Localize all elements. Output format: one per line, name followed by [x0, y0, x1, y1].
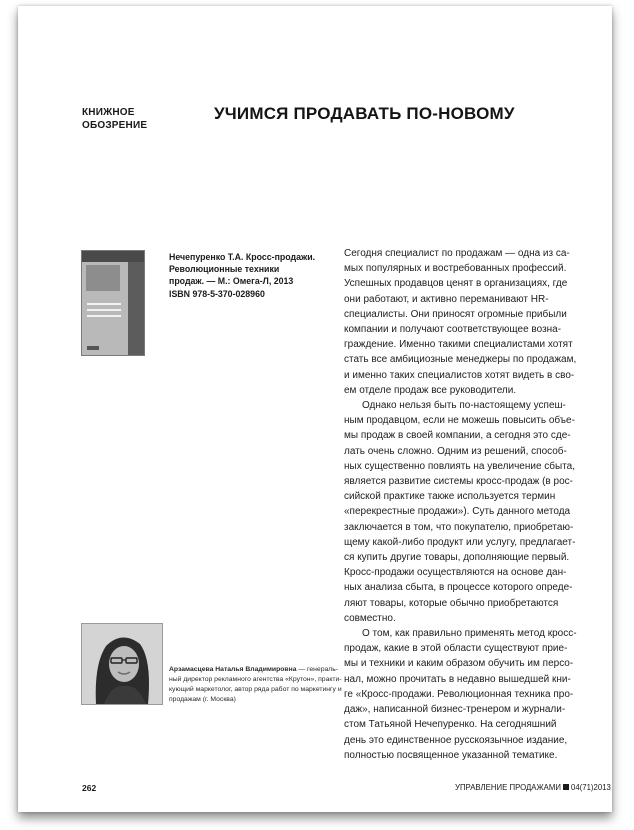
- article-line: нал, можно прочитать в недавно вышедшей кни-: [344, 673, 571, 685]
- article-line: мы продаж в своей компании, а сегодня это сде-: [344, 430, 571, 442]
- article-line: продаж, какие в этой области существуют прие-: [344, 643, 568, 655]
- article-body: [344, 246, 604, 763]
- article-line: ляют товары, которые обычно приобретаются: [344, 597, 559, 609]
- article-line: и именно таких специалистов хотят видеть в сво-: [344, 369, 575, 381]
- article-title: УЧИМСЯ ПРОДАВАТЬ ПО-НОВОМУ: [214, 104, 515, 123]
- bib-line: продаж. — М.: Омега-Л, 2013: [169, 276, 294, 287]
- article-line: является развитие системы кросс-продаж (в рос-: [344, 476, 573, 488]
- magazine-page: [18, 6, 612, 812]
- author-portrait-image: [81, 623, 163, 705]
- article-line: О том, как правильно применять метод кросс-: [362, 628, 577, 640]
- rubric-line-2: ОБОЗРЕНИЕ: [82, 120, 148, 131]
- article-line: «перекрестные продажи»). Суть данного метода: [344, 506, 571, 518]
- magazine-name: УПРАВЛЕНИЕ ПРОДАЖАМИ: [455, 783, 561, 792]
- article-line: стать все амбициозные менеджеры по продажам,: [344, 354, 577, 366]
- article-line: полностью посвященное указанной тематике.: [344, 749, 558, 761]
- author-bio: [169, 665, 352, 705]
- article-line: ных существенно повлиять на увеличение сбыта,: [344, 460, 576, 472]
- article-line: ся купить другие товары, дополняющие первый.: [344, 552, 570, 564]
- bio-line: кующий маркетолог, автор ряда работ по маркетингу и: [169, 686, 342, 693]
- article-line: мы и техники и каким образом обучить им персо-: [344, 658, 574, 670]
- section-rubric: [82, 106, 147, 132]
- article-line: Однако нельзя быть по-настоящему успеш-: [362, 400, 566, 412]
- article-line: специалисты. Они приносят огромные прибыли: [344, 308, 567, 320]
- bib-line: Нечепуренко Т.А. Кросс-продажи.: [169, 252, 316, 262]
- article-line: лать очень сложно. Одним из решений, способ-: [344, 445, 567, 457]
- article-line: сийской практике также используется термин: [344, 491, 556, 503]
- article-line: компании и получают соответствующее возна-: [344, 324, 562, 336]
- bio-line: продажам (г. Москва): [169, 696, 236, 703]
- article-line: ем отделе продаж все руководители.: [344, 384, 517, 396]
- bio-line: Арзамасцева Наталья Владимировна — генераль-: [169, 666, 339, 673]
- article-line: они работают, и активно переманивают HR-: [344, 293, 549, 305]
- issue-number: 04(71)2013: [570, 783, 611, 792]
- article-line: мых популярных и востребованных профессий.: [344, 263, 567, 275]
- square-bullet-icon: [563, 784, 569, 790]
- rubric-line-1: КНИЖНОЕ: [82, 107, 135, 118]
- article-line: заключается в том, что покупателю, приобретаю-: [344, 521, 574, 533]
- article-line: ных анализа сбыта, в процессе которого опреде-: [344, 582, 573, 594]
- article-line: ным продавцом, если не можешь повысить объе-: [344, 415, 575, 427]
- article-line: Кросс-продажи осуществляются на основе дан-: [344, 567, 567, 579]
- article-line: день это единственное русскоязычное издание,: [344, 734, 568, 746]
- magazine-footer: [455, 783, 611, 792]
- article-line: даж», написанной бизнес-тренером и журнали-: [344, 704, 566, 716]
- article-line: Успешных продавцов ценят в организациях, где: [344, 278, 568, 290]
- bib-line: ISBN 978-5-370-028960: [169, 288, 265, 299]
- author-name: Арзамасцева Наталья Владимировна: [169, 666, 297, 673]
- article-line: граждение. Именно такими специалистами хотят: [344, 339, 573, 351]
- page-number: 262: [82, 783, 97, 793]
- book-bibliography: [169, 251, 349, 300]
- article-line: ге «Кросс-продажи. Революционная техника про-: [344, 688, 574, 700]
- article-line: стом Татьяной Нечепуренко. На сегодняшний: [344, 719, 557, 731]
- article-line: Сегодня специалист по продажам — одна из са-: [344, 248, 570, 259]
- article-line: щему какой-либо продукт или услугу, предлагает-: [344, 536, 576, 548]
- book-cover-image: [81, 250, 145, 356]
- bio-line: ный директор рекламного агентства «Крутон», практи-: [169, 676, 342, 683]
- bib-line: Революционные техники: [169, 264, 280, 275]
- article-line: совместно.: [344, 612, 396, 624]
